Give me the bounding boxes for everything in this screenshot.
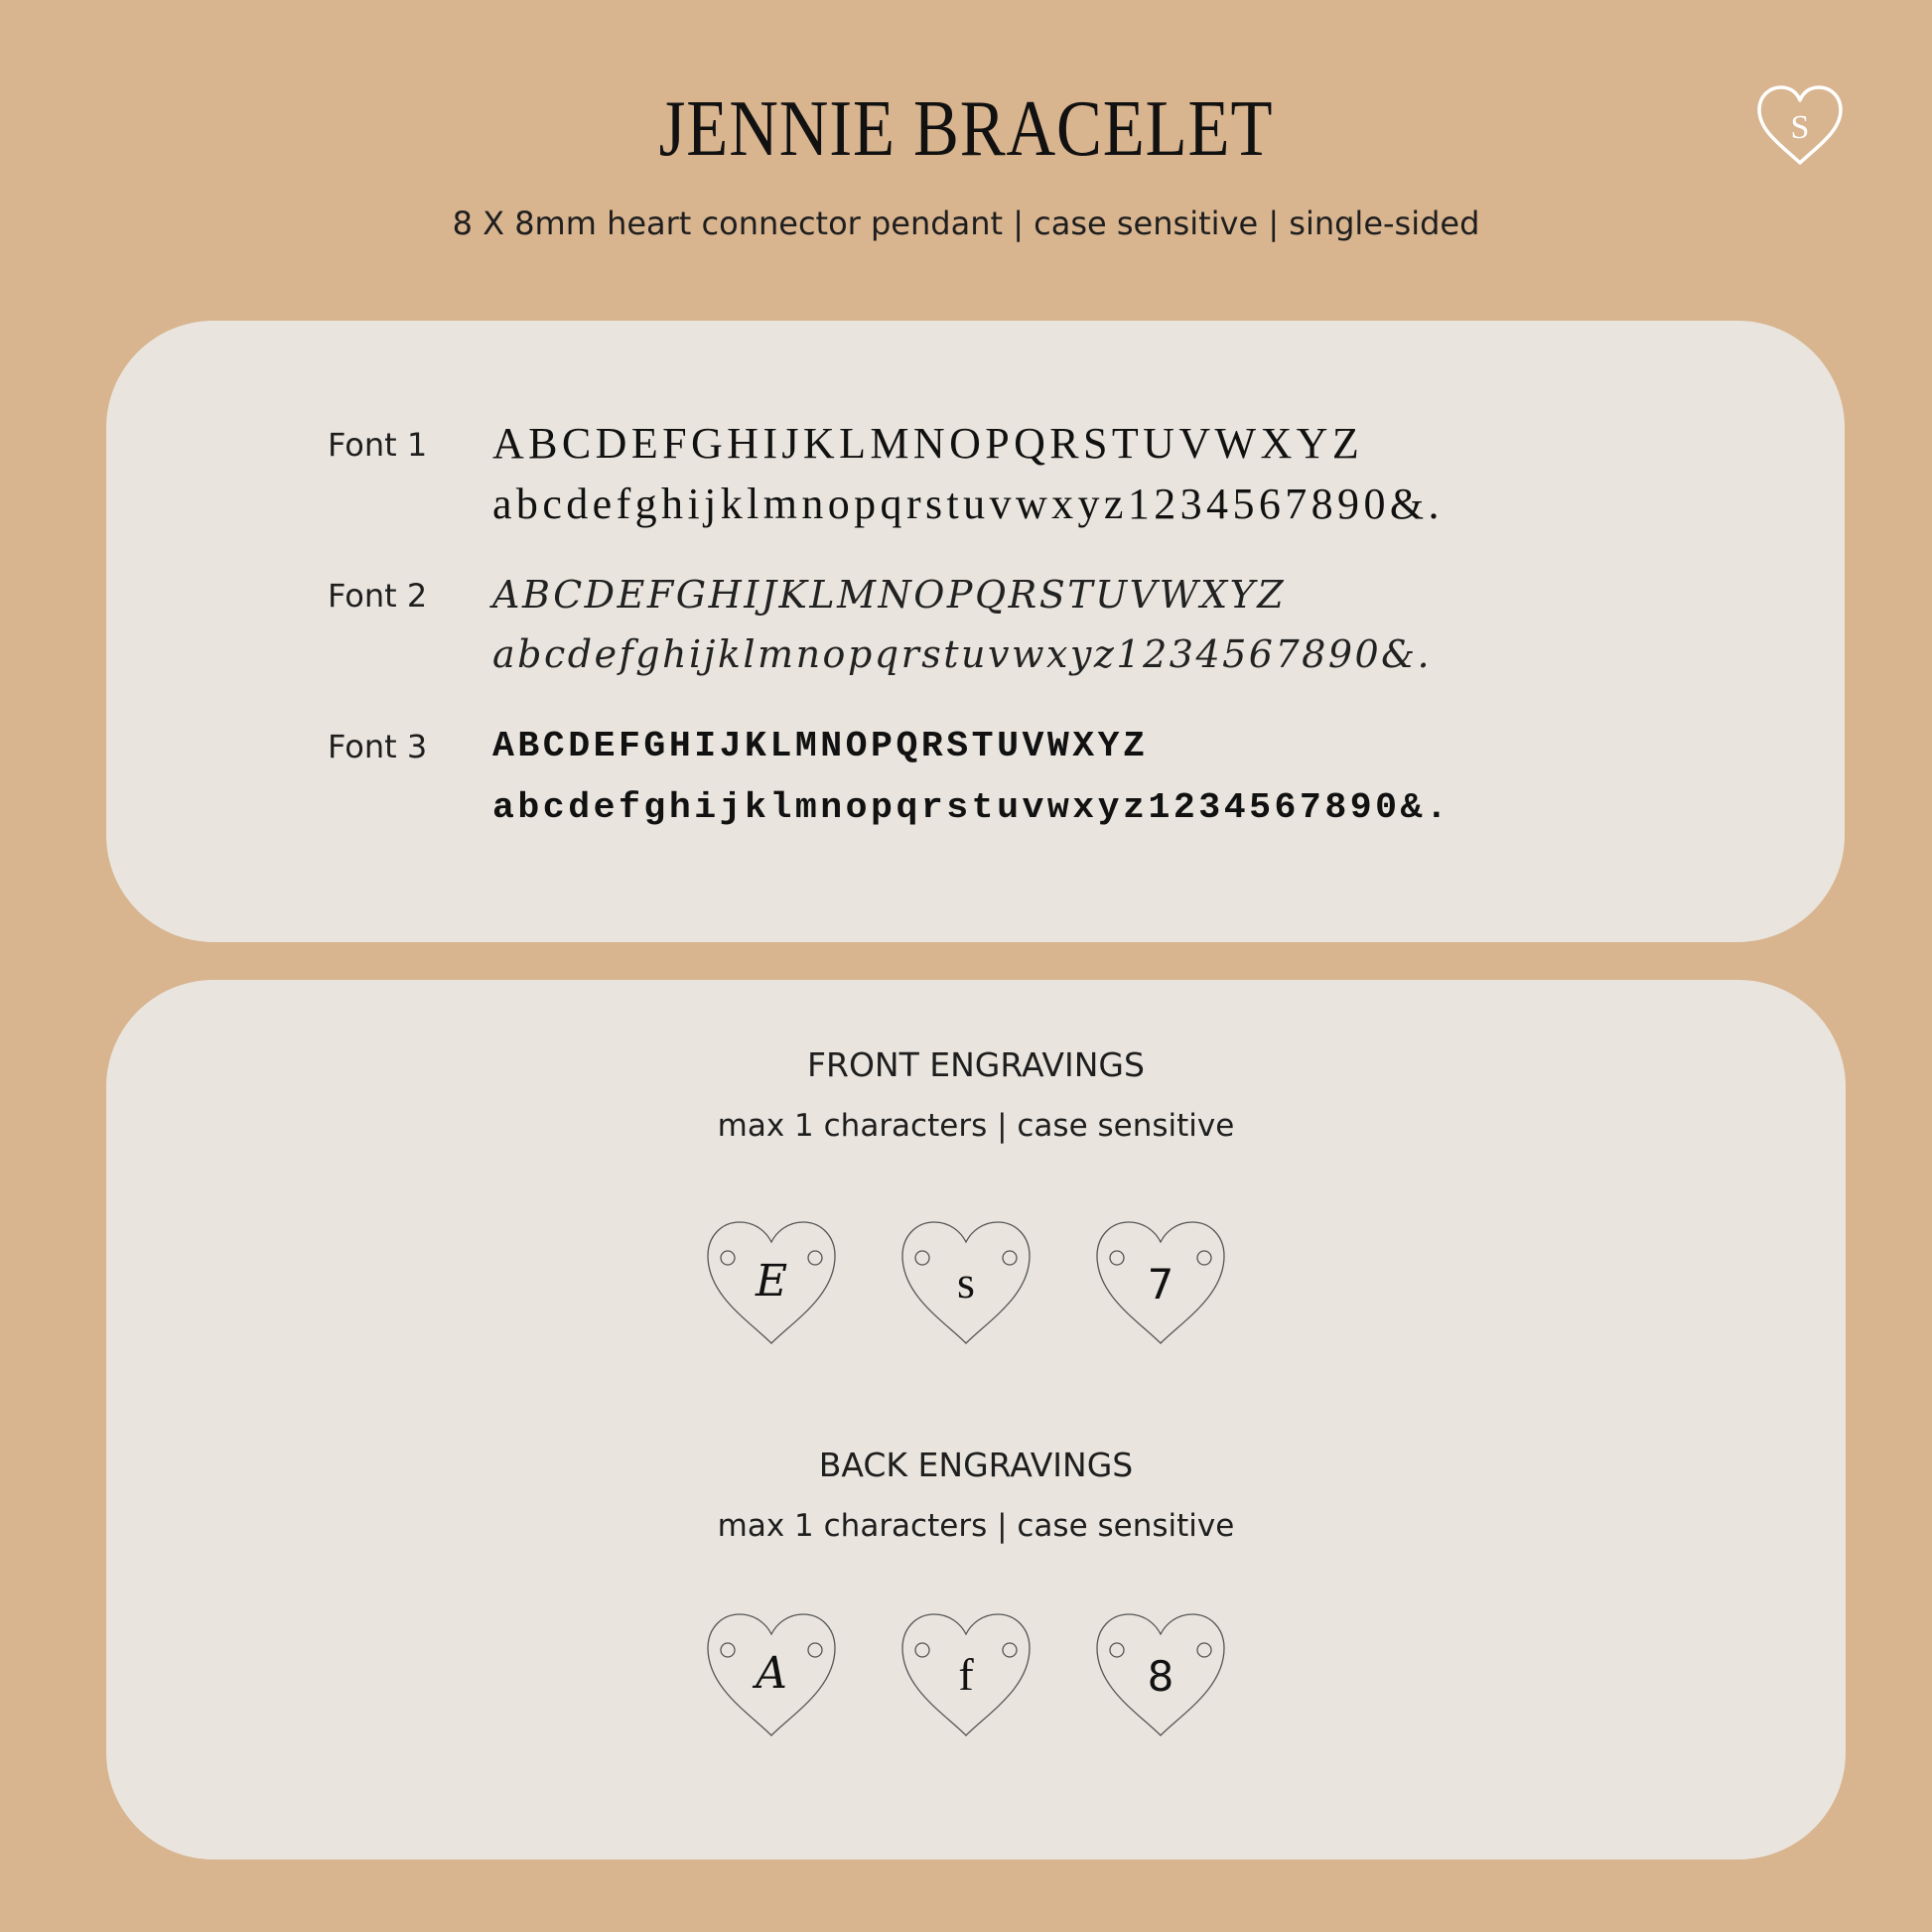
front-engravings-heading: FRONT ENGRAVINGS	[807, 1045, 1145, 1084]
font-3-uppercase: ABCDEFGHIJKLMNOPQRSTUVWXYZ	[492, 726, 1149, 766]
back-engravings-heading: BACK ENGRAVINGS	[818, 1446, 1134, 1484]
font-3-label: Font 3	[328, 728, 428, 765]
back-charm-2-letter: f	[958, 1649, 974, 1700]
engravings-card	[106, 980, 1846, 1860]
page-subtitle: 8 X 8mm heart connector pendant | case sensitive | single-sided	[452, 205, 1480, 242]
back-engravings-sub: max 1 characters | case sensitive	[717, 1508, 1235, 1544]
font-1-lowercase: abcdefghijklmnopqrstuvwxyz1234567890&.	[492, 480, 1444, 528]
fonts-card	[106, 321, 1845, 942]
front-charm-3-letter: 7	[1147, 1260, 1174, 1309]
front-charm-1	[706, 1218, 837, 1349]
front-charm-1-letter: E	[755, 1256, 788, 1307]
back-charm-3-letter: 8	[1147, 1652, 1174, 1701]
font-1-label: Font 1	[328, 426, 428, 464]
front-engravings-sub: max 1 characters | case sensitive	[717, 1108, 1235, 1144]
page-title: JENNIE BRACELET	[658, 85, 1274, 173]
heart-logo-icon	[1753, 83, 1847, 169]
back-charm-1-letter: A	[756, 1648, 787, 1699]
front-charm-3	[1095, 1218, 1226, 1349]
front-charm-2	[900, 1218, 1032, 1349]
front-charm-2-letter: s	[957, 1257, 975, 1308]
back-charm-3	[1095, 1610, 1226, 1741]
font-3-lowercase: abcdefghijklmnopqrstuvwxyz1234567890&.	[492, 787, 1451, 828]
back-charm-1	[706, 1610, 837, 1741]
font-2-uppercase: ABCDEFGHIJKLMNOPQRSTUVWXYZ	[492, 573, 1287, 617]
font-1-uppercase: ABCDEFGHIJKLMNOPQRSTUVWXYZ	[492, 419, 1364, 468]
logo-letter: S	[1790, 109, 1810, 146]
font-2-label: Font 2	[328, 577, 428, 615]
font-2-lowercase: abcdefghijklmnopqrstuvwxyz1234567890&.	[492, 632, 1433, 676]
back-charm-2	[900, 1610, 1032, 1741]
